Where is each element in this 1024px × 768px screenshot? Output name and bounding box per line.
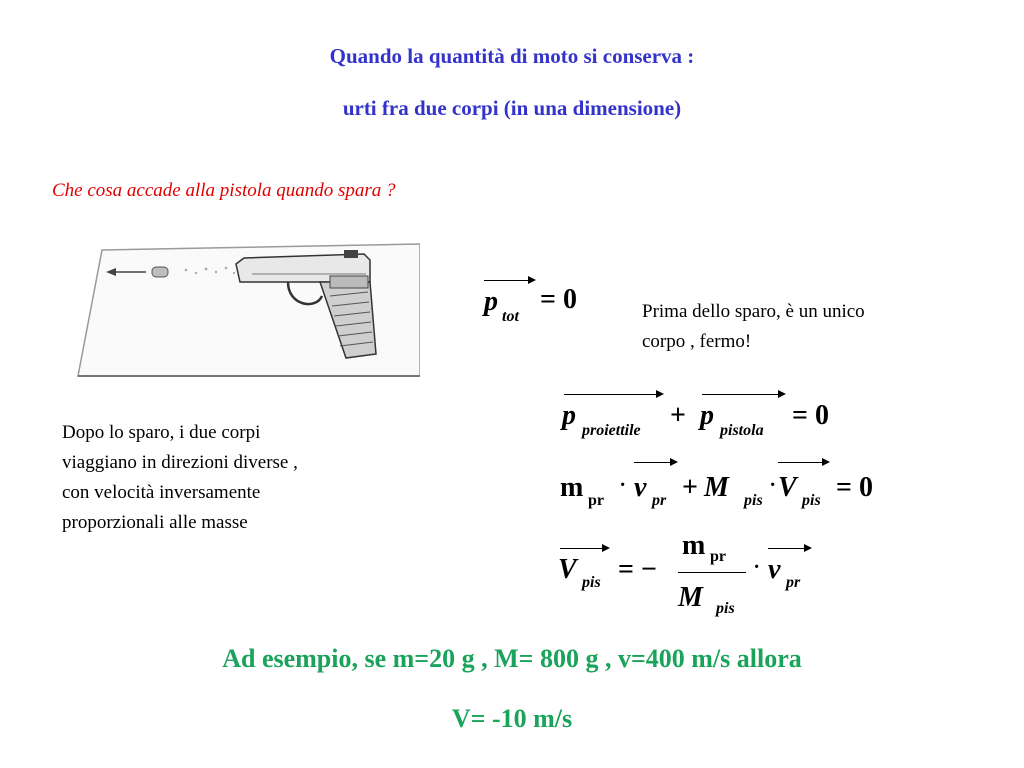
equation-recoil-velocity: V pis = − m pr M pis · v pr xyxy=(556,530,856,625)
vector-arrow-icon xyxy=(484,280,534,281)
vector-arrow-icon xyxy=(702,394,784,395)
note-after-text: Dopo lo sparo, i due corpi viaggiano in direzioni diverse , con velocità inversamente proporzionali alle masse xyxy=(62,422,298,533)
note-before-text: Prima dello sparo, è un unico corpo , fermo! xyxy=(642,301,865,352)
equation-mass-velocity: m pr · v pr + M pis · V pis = 0 xyxy=(560,456,900,516)
vector-arrow-icon xyxy=(768,548,810,549)
equation-ptot: p tot = 0 xyxy=(478,276,638,336)
vector-arrow-icon xyxy=(560,548,608,549)
vector-arrow-icon xyxy=(564,394,662,395)
example-line1: Ad esempio, se m=20 g , M= 800 g , v=400 m/s allora xyxy=(222,644,802,673)
pistol-firing-illustration xyxy=(76,236,420,382)
slide-title-line1: Quando la quantità di moto si conserva : xyxy=(329,44,695,68)
vector-arrow-icon xyxy=(634,462,676,463)
equation-momentum-sum: p proiettile + p pistola = 0 xyxy=(560,388,860,448)
example-line2: V= -10 m/s xyxy=(451,704,573,733)
slide-title-line2: urti fra due corpi (in una dimensione) xyxy=(342,96,682,120)
fraction-bar xyxy=(678,572,746,573)
question-text: Che cosa accade alla pistola quando spara ? xyxy=(52,180,396,201)
vector-arrow-icon xyxy=(778,462,828,463)
